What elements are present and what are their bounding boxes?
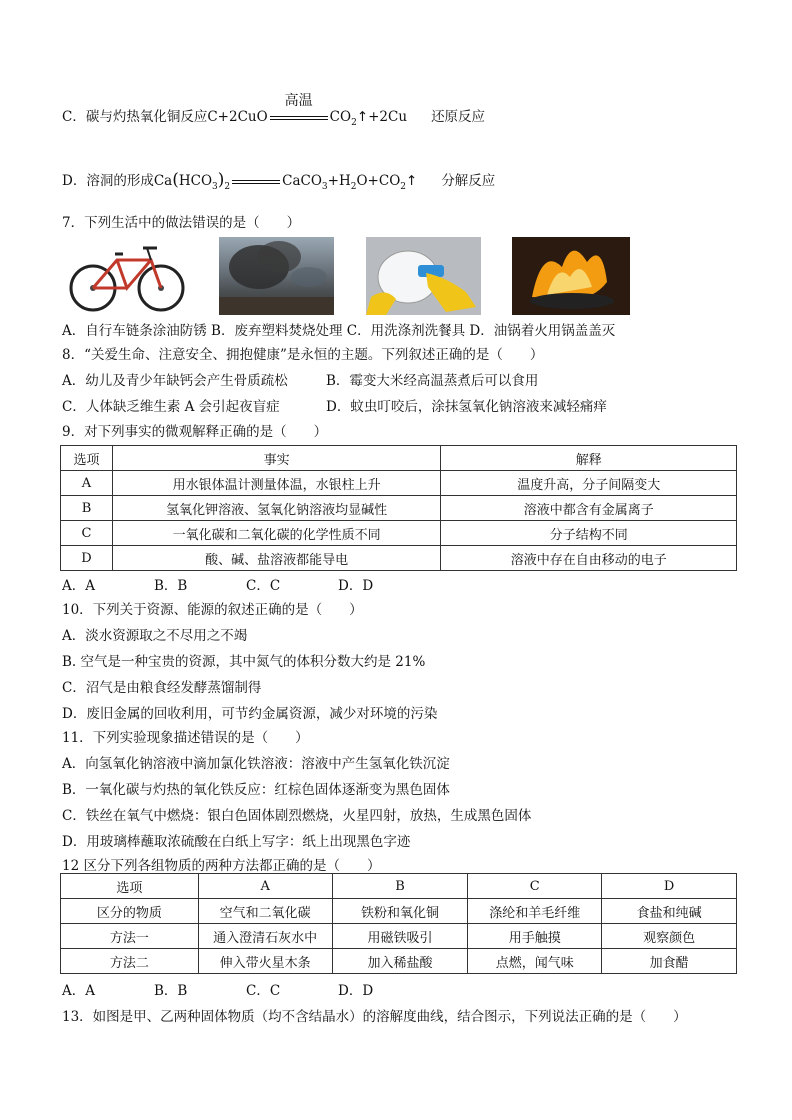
pan-fire-image [512,237,630,315]
q8-stem: 8．“关爱生命、注意安全、拥抱健康”是永恒的主题。下列叙述正确的是（ ） [62,347,544,363]
table-header-row: 选项 事实 解释 [61,446,737,471]
q12-stem: 12 区分下列各组物质的两种方法都正确的是（ ） [62,858,381,874]
q8-option-c: C．人体缺乏维生素 A 会引起夜盲症 [62,399,280,415]
q7-stem: 7．下列生活中的做法错误的是（ ） [62,215,301,231]
q9-stem: 9．对下列事实的微观解释正确的是（ ） [62,424,328,440]
q7-options: A．自行车链条涂油防锈 B．废弃塑料焚烧处理 C．用洗涤剂洗餐具 D．油锅着火用锅盖盖灭 [62,323,616,339]
gas-up-arrow-icon: ↑ [406,173,418,189]
q11-option-c: C．铁丝在氧气中燃烧：银白色固体剧烈燃烧，火星四射，放热，生成黑色固体 [62,808,532,824]
bicycle-image [65,236,190,316]
q10-option-c: C．沼气是由粮食经发酵蒸馏制得 [62,680,262,696]
q9-answers: A．A B．B C．C D．D [62,578,374,594]
table-row: 方法一 通入澄清石灰水中 用磁铁吸引 用手触摸 观察颜色 [61,924,737,949]
table-row: C 一氧化碳和二氧化碳的化学性质不同 分子结构不同 [61,521,737,546]
washing-dishes-image [366,237,481,315]
q11-option-d: D．用玻璃棒蘸取浓硫酸在白纸上写字：纸上出现黑色字迹 [62,834,411,850]
q8-option-d: D．蚊虫叮咬后，涂抹氢氧化钠溶液来减轻痛痒 [326,399,607,415]
burning-plastic-image [219,237,334,315]
q9-table [60,445,737,571]
equals-sign [232,180,280,184]
table-header-row: 选项 A B C D [61,874,737,899]
table-row: D 酸、碱、盐溶液都能导电 溶液中存在自由移动的电子 [61,546,737,571]
q11-option-a: A．向氢氧化钠溶液中滴加氯化铁溶液：溶液中产生氢氧化铁沉淀 [62,756,450,772]
reaction-condition-equals: 高温 [270,116,328,120]
table-row: 方法二 伸入带火星木条 加入稀盐酸 点燃，闻气味 加食醋 [61,949,737,974]
table-row: 区分的物质 空气和二氧化碳 铁粉和氧化铜 涤纶和羊毛纤维 食盐和纯碱 [61,899,737,924]
table-row: B 氢氧化钾溶液、氢氧化钠溶液均显碱性 溶液中都含有金属离子 [61,496,737,521]
q8-option-b: B．霉变大米经高温蒸煮后可以食用 [326,373,539,389]
q8-option-a: A．幼儿及青少年缺钙会产生骨质疏松 [62,373,288,389]
q12-table [60,873,737,974]
q11-stem: 11．下列实验现象描述错误的是（ ） [62,730,309,746]
q10-option-b: B. 空气是一种宝贵的资源，其中氮气的体积分数大约是 21% [62,654,426,670]
q13-stem: 13．如图是甲、乙两种固体物质（均不含结晶水）的溶解度曲线，结合图示，下列说法正确的是（ ） [62,1009,687,1025]
q10-option-d: D．废旧金属的回收利用，可节约金属资源，减少对环境的污染 [62,706,438,722]
q10-option-a: A．淡水资源取之不尽用之不竭 [62,628,248,644]
q6-option-c: C．碳与灼热氧化铜反应C+2CuO 高温 CO2↑+2Cu 还原反应 [62,92,486,128]
q12-answers: A．A B．B C．C D．D [62,983,374,999]
q6-option-d: D．溶洞的形成Ca(HCO3)2 CaCO3+H2O+CO2↑ 分解反应 [62,170,496,192]
gas-up-arrow-icon: ↑ [356,109,369,125]
table-row: A 用水银体温计测量体温，水银柱上升 温度升高，分子间隔变大 [61,471,737,496]
q11-option-b: B．一氧化碳与灼热的氧化铁反应：红棕色固体逐渐变为黑色固体 [62,782,450,798]
q10-stem: 10．下列关于资源、能源的叙述正确的是（ ） [62,602,363,618]
